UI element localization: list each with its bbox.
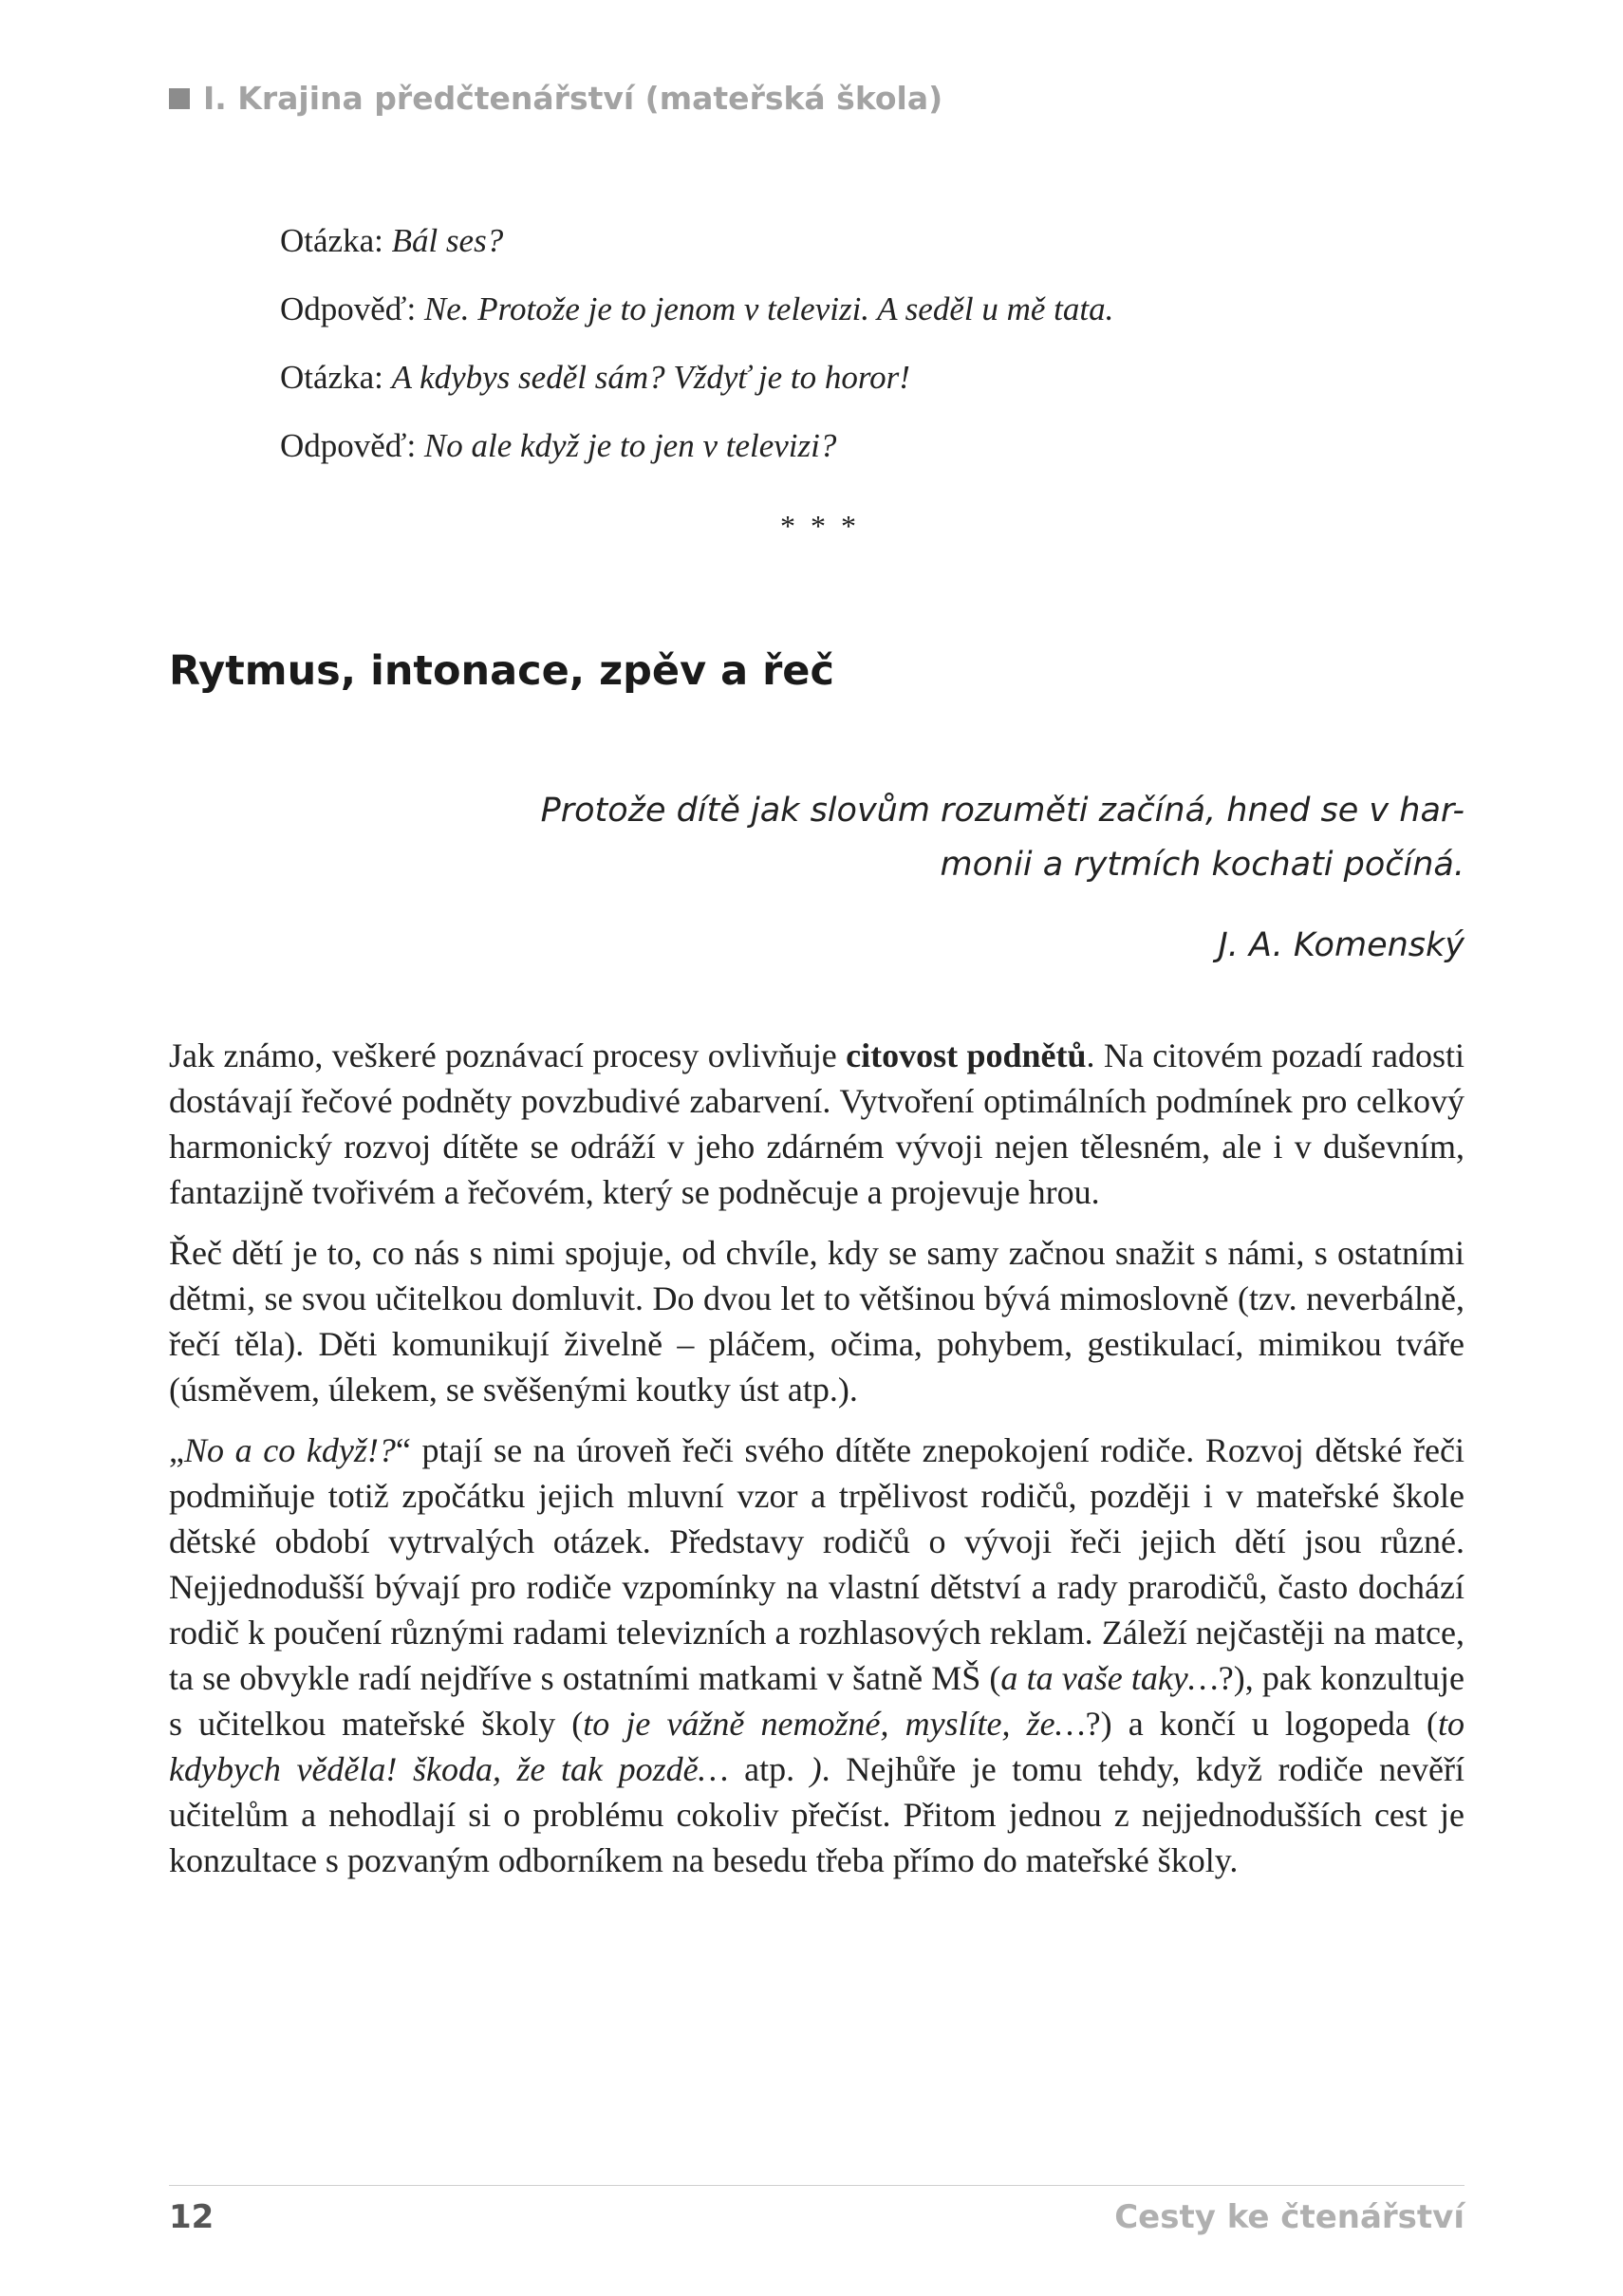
text-run: . Nejhůře je tomu tehdy, když rodiče nevěří učitelům a nehodlají si o problému cokoliv přečíst. Přitom jednou z nejjednodušších cest je konzultace s pozvaným odborníkem na besedu třeba přímo do mateřské školy. [169, 1750, 1464, 1879]
footer-book-title: Cesty ke čtenářství [1114, 2198, 1464, 2236]
dialog-text: Ne. Protože je to jenom v televizi. A seděl u mě tata. [423, 290, 1114, 327]
paragraph [169, 1428, 1464, 1883]
dialog-text: Bál ses? [391, 222, 504, 259]
text-run: “ ptají se na úroveň řeči svého dítěte znepokojení rodiče. Rozvoj dětské řeči podmiňuje totiž zpočátku jejich mluvní vzor a trpělivost rodičů, později i v mateřské škole dětské období vytrvalých otázek. Představy rodičů o vývoji řeči jejich dětí jsou různé. Nejjednodušší bývají pro rodiče vzpomínky na vlastní dětství a rady prarodičů, často dochází rodič k poučení různými radami televizních a rozhlasových reklam. Záleží nejčastěji na matce, ta se obvykle radí nejdříve s ostatními matkami v šatně MŠ ( [169, 1431, 1464, 1697]
dialog-line [280, 220, 1113, 289]
square-bullet-icon [169, 88, 190, 109]
dialog-text: A kdybys seděl sám? Vždyť je to horor! [391, 359, 910, 396]
epigraph-line: monii a rytmích kochati počíná. [940, 846, 1464, 884]
dialog-label: Odpověď: [280, 290, 417, 327]
dialog-label: Otázka: [280, 359, 383, 396]
text-run: ?), pak konzultuje s učitelkou mateřské školy ( [169, 1659, 1464, 1743]
bold-term: citovost podnětů [846, 1036, 1087, 1074]
dialog-line [280, 289, 1113, 357]
running-head [169, 80, 942, 117]
body-text [169, 1033, 1464, 1898]
italic-quote: to je vážně nemožné, myslíte, že… [583, 1705, 1086, 1743]
dialog-label: Odpověď: [280, 427, 417, 464]
epigraph [515, 784, 1464, 892]
epigraph-line: Protože dítě jak slovům rozuměti začíná, hned se v har- [540, 792, 1464, 830]
text-run: Jak známo, veškeré poznávací procesy ovlivňuje [169, 1036, 847, 1074]
page-number: 12 [169, 2198, 215, 2236]
text-run: „ [169, 1431, 184, 1469]
epigraph-author: J. A. Komenský [1218, 926, 1464, 964]
italic-quote: a ta vaše taky… [1000, 1659, 1219, 1697]
dialog-text: No ale když je to jen v televizi? [423, 427, 837, 464]
section-separator: * * * [780, 509, 860, 543]
section-title: Rytmus, intonace, zpěv a řeč [169, 647, 834, 695]
paragraph [169, 1033, 1464, 1215]
text-run: . Na citovém pozadí radosti dostávají řečové podněty povzbudivé zabarvení. Vytvoření optimálních podmínek pro celkový harmonický rozvoj dítěte se odráží v jeho zdárném vývoji nejen tělesném, ale i v duševním, fantazijně tvořivém a řečovém, který se podněcuje a projevuje hrou. [169, 1036, 1464, 1211]
italic-quote: to kdybych věděla! škoda, že tak pozdě… [169, 1705, 1464, 1788]
dialog-block [280, 220, 1113, 494]
text-run: ?) a končí u logopeda ( [1085, 1705, 1438, 1743]
italic-quote: ) [810, 1750, 822, 1788]
dialog-label: Otázka: [280, 222, 383, 259]
paragraph: Řeč dětí je to, co nás s nimi spojuje, od chvíle, kdy se samy začnou snažit s námi, s ostatními dětmi, se svou učitelkou domluvit. Do dvou let to většinou bývá mimoslovně (tzv. neverbálně, řečí těla). Děti komunikují živelně – pláčem, očima, pohybem, gestikulací, mimikou tváře (úsměvem, úlekem, se svěšenými koutky úst atp.). [169, 1234, 1464, 1409]
dialog-line [280, 357, 1113, 425]
footer-divider [169, 2185, 1464, 2186]
dialog-line [280, 425, 1113, 494]
italic-quote: No a co když!? [183, 1431, 396, 1469]
running-head-text: I. Krajina předčtenářství (mateřská škola) [203, 80, 943, 117]
text-run: atp. [744, 1750, 811, 1788]
